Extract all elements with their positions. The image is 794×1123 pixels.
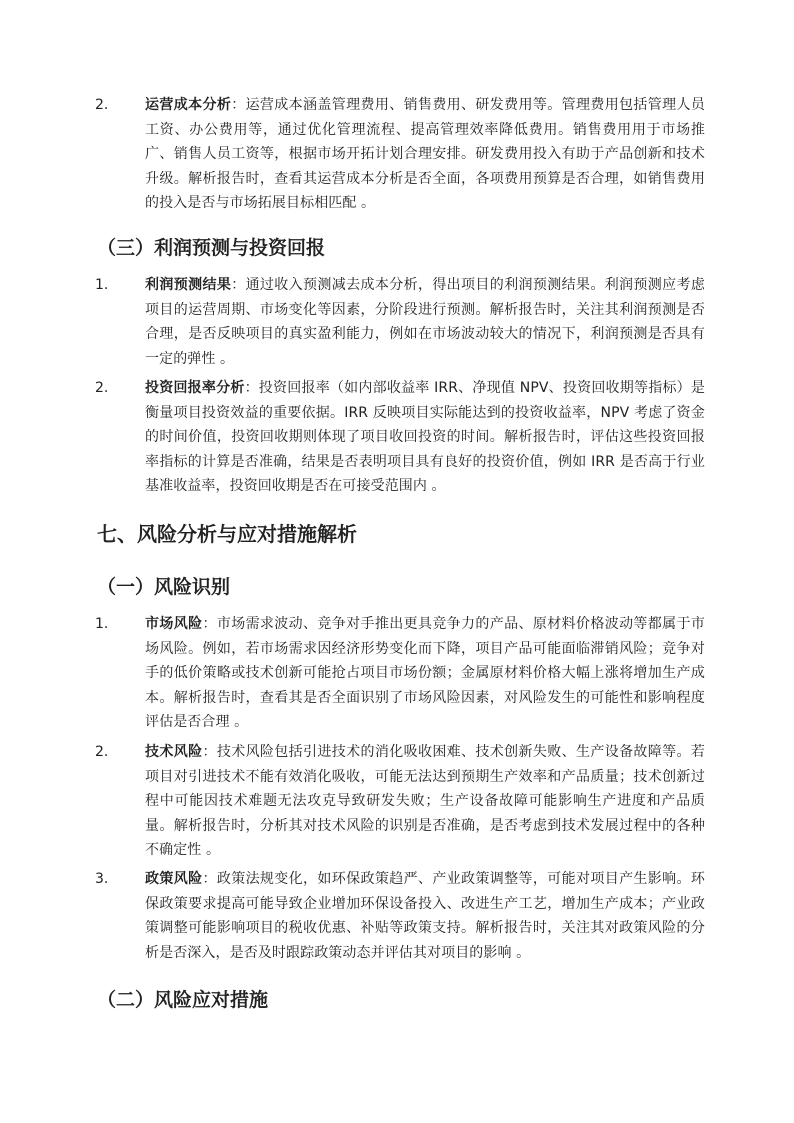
list-item-text: ：政策法规变化，如环保政策趋严、产业政策调整等，可能对项目产生影响。环保政策要求提高可能导致企业增加环保设备投入、改进生产工艺，增加生产成本；产业政策调整可能影响项目的税收优惠、补贴等政策支持。解析报告时，关注其对政策风险的分析是否深入，是否及时跟踪政策动态并评估其对项目的影响 。: [145, 871, 705, 961]
list-item-operating-cost: [95, 93, 705, 216]
section-heading-profit-forecast: （三）利润预测与投资回报: [97, 237, 326, 259]
list-item-label: 技术风险: [145, 744, 203, 760]
list-item-body: [145, 93, 705, 216]
list-item-body: [145, 740, 705, 863]
list-item-policy-risk: [95, 867, 705, 965]
list-item-body: [145, 867, 705, 965]
list-number: 1.: [95, 277, 109, 293]
list-number: 3.: [95, 871, 109, 887]
list-item-roi-analysis: [95, 376, 705, 499]
list-number: 2.: [95, 744, 109, 760]
list-item-label: 运营成本分析: [145, 97, 232, 113]
section-heading-risk-response: （二）风险应对措施: [97, 989, 269, 1011]
list-item-label: 投资回报率分析: [145, 380, 245, 396]
list-item-text: ：市场需求波动、竞争对手推出更具竞争力的产品、原材料价格波动等都属于市场风险。例如，若市场需求因经济形势变化而下降，项目产品可能面临滞销风险；竞争对手的低价策略或技术创新可能抢占项目市场份额；金属原材料价格大幅上涨将增加生产成本。解析报告时，查看其是否全面识别了市场风险因素，对风险发生的可能性和影响程度评估是否合理 。: [145, 616, 705, 730]
list-item-label: 市场风险: [145, 616, 203, 632]
list-item-text: ：技术风险包括引进技术的消化吸收困难、技术创新失败、生产设备故障等。若项目对引进技术不能有效消化吸收，可能无法达到预期生产效率和产品质量；技术创新过程中可能因技术难题无法攻克导致研发失败；生产设备故障可能影响生产进度和产品质量。解析报告时，分析其对技术风险的识别是否准确，是否考虑到技术发展过程中的各种不确定性 。: [145, 744, 705, 858]
list-number: 1.: [95, 616, 109, 632]
list-item-text: ：通过收入预测减去成本分析，得出项目的利润预测结果。利润预测应考虑项目的运营周期、市场变化等因素，分阶段进行预测。解析报告时，关注其利润预测是否合理，是否反映项目的真实盈利能力，例如在市场波动较大的情况下，利润预测是否具有一定的弹性 。: [145, 277, 705, 367]
list-item-label: 政策风险: [145, 871, 203, 887]
list-item-market-risk: [95, 612, 705, 735]
list-item-body: [145, 273, 705, 371]
section-heading-risk-identification: （一）风险识别: [97, 576, 231, 598]
list-item-profit-forecast: [95, 273, 705, 371]
chapter-heading-risk-analysis: 七、风险分析与应对措施解析: [97, 522, 357, 546]
list-item-text: ：投资回报率（如内部收益率 IRR、净现值 NPV、投资回收期等指标）是衡量项目投资效益的重要依据。IRR 反映项目实际能达到的投资收益率，NPV 考虑了资金的时间价值，投资回收期则体现了项目收回投资的时间。解析报告时，评估这些投资回报率指标的计算是否准确，结果是否表明项目具有良好的投资价值，例如 IRR 是否高于行业基准收益率，投资回收期是否在可接受范围内 。: [145, 380, 706, 494]
list-item-label: 利润预测结果: [145, 277, 232, 293]
list-number: 2.: [95, 97, 109, 113]
list-item-text: ：运营成本涵盖管理费用、销售费用、研发费用等。管理费用包括管理人员工资、办公费用等，通过优化管理流程、提高管理效率降低费用。销售费用用于市场推广、销售人员工资等，根据市场开拓计划合理安排。研发费用投入有助于产品创新和技术升级。解析报告时，查看其运营成本分析是否全面，各项费用预算是否合理，如销售费用的投入是否与市场拓展目标相匹配 。: [145, 97, 705, 211]
list-number: 2.: [95, 380, 109, 396]
list-item-technical-risk: [95, 740, 705, 863]
list-item-body: [145, 376, 705, 499]
list-item-body: [145, 612, 705, 735]
